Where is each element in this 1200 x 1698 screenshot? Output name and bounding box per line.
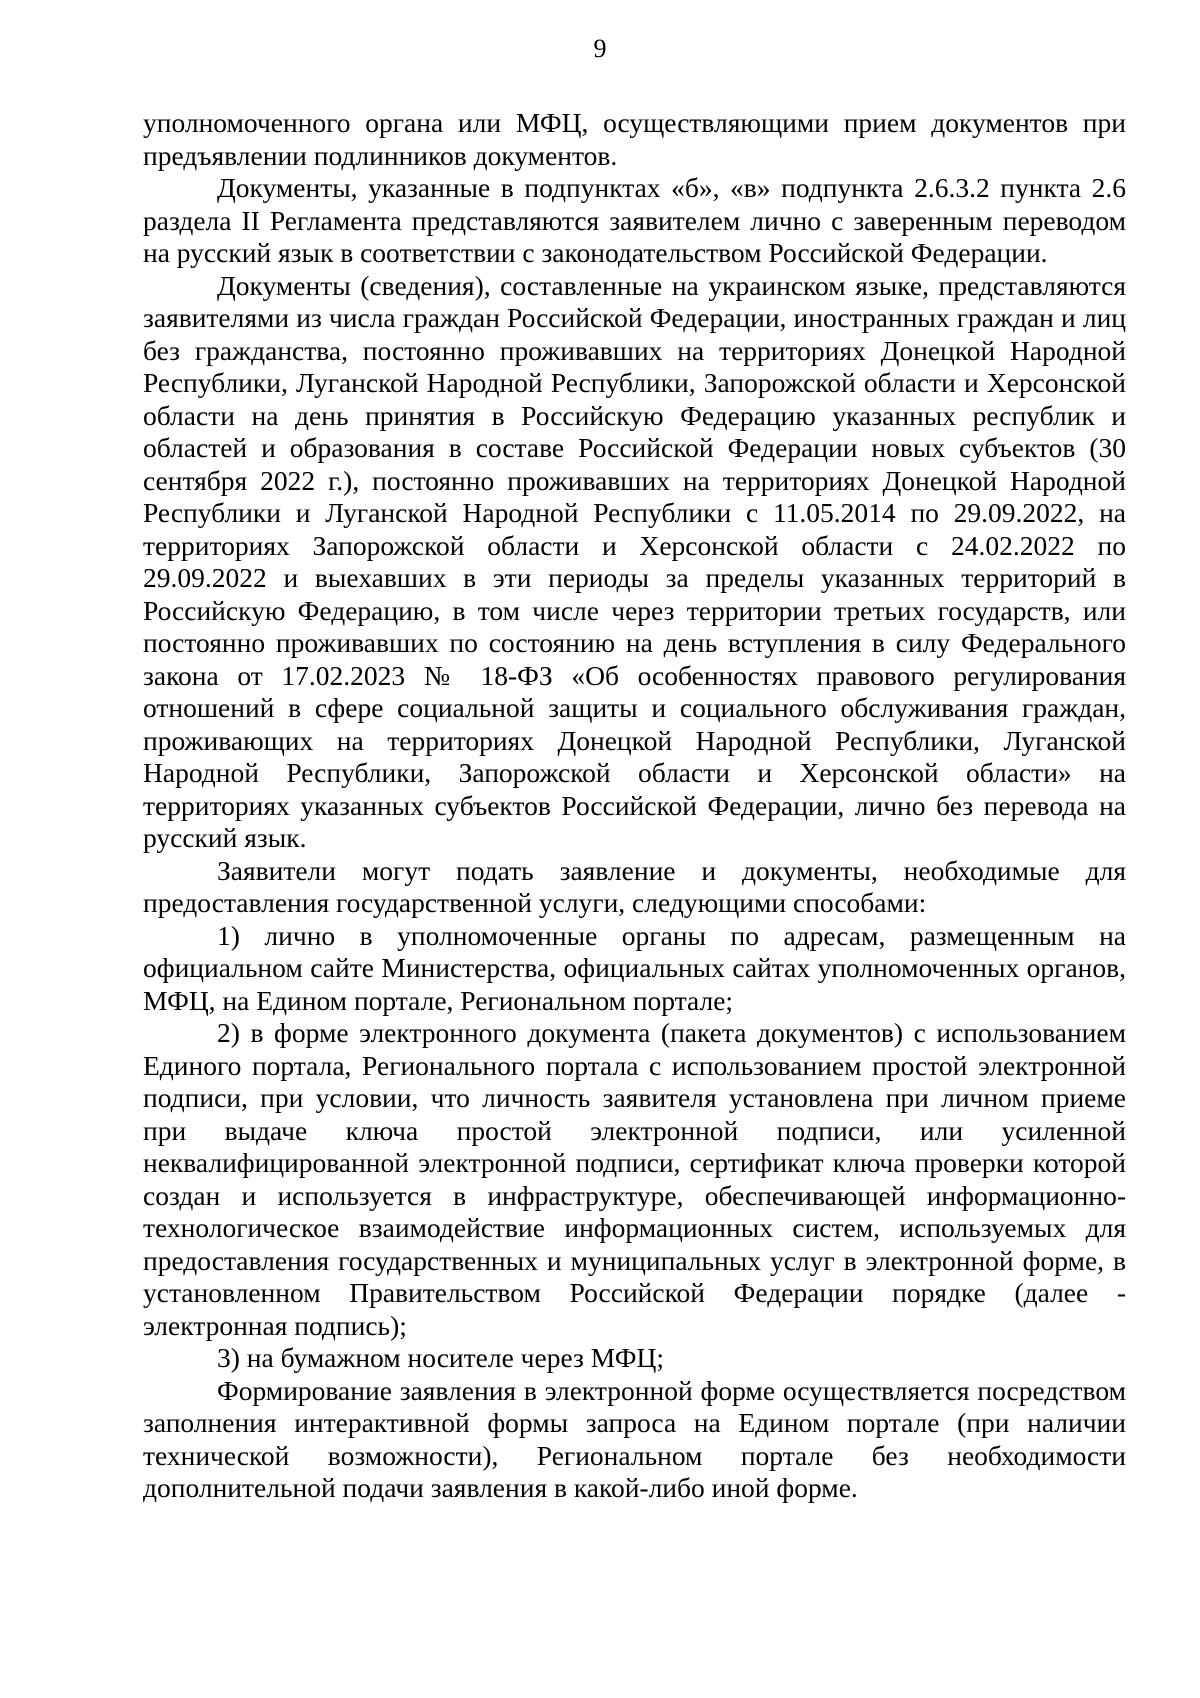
paragraph-translation-requirement: Документы, указанные в подпунктах «б», «в» подпункта 2.6.3.2 пункта 2.6 раздела II Регламента представляются заявителем лично с заверенным переводом на русский язык в соответствии с законодательством Российской Федерации. <box>143 172 1126 268</box>
paragraph-electronic-form: Формирование заявления в электронной форме осуществляется посредством заполнения интерактивной формы запроса на Едином портале (при наличии технической возможности), Региональном портале без необходимости дополнительной подачи заявления в какой-либо иной форме. <box>143 1374 1126 1503</box>
list-item-in-person: 1) лично в уполномоченные органы по адресам, размещенным на официальном сайте Министерства, официальных сайтах уполномоченных органов, МФЦ, на Едином портале, Региональном портале; <box>143 919 1126 1016</box>
document-body <box>143 107 1126 1505</box>
paragraph-continuation: уполномоченного органа или МФЦ, осуществляющими прием документов при предъявлении подлинников документов. <box>143 107 1126 171</box>
list-item-paper: 3) на бумажном носителе через МФЦ; <box>217 1342 665 1373</box>
paragraph-submission-methods-intro: Заявители могут подать заявление и документы, необходимые для предоставления государственной услуги, следующими способами: <box>143 854 1126 918</box>
page-number: 9 <box>593 34 607 63</box>
list-item-electronic: 2) в форме электронного документа (пакета документов) с использованием Единого портала, Регионального портала с использованием простой электронной подписи, при условии, что личность заявителя установлена при личном приеме при выдаче ключа простой электронной подписи, или усиленной неквалифицированной электронной подписи, сертификат ключа проверки которой создан и используется в инфраструктуре, обеспечивающей информационно-технологическое взаимодействие информационных систем, используемых для предоставления государственных и муниципальных услуг в электронной форме, в установленном Правительством Российской Федерации порядке (далее - электронная подпись); <box>143 1017 1126 1341</box>
paragraph-ukrainian-documents: Документы (сведения), составленные на украинском языке, представляются заявителями из числа граждан Российской Федерации, иностранных граждан и лиц без гражданства, постоянно проживавших на территориях Донецкой Народной Республики, Луганской Народной Республики, Запорожской области и Херсонской области на день принятия в Российскую Федерацию указанных республик и областей и образования в составе Российской Федерации новых субъектов (30 сентября 2022 г.), постоянно проживавших на территориях Донецкой Народной Республики и Луганской Народной Республики с 11.05.2014 по 29.09.2022, на территориях Запорожской области и Херсонской области с 24.02.2022 по 29.09.2022 и выехавших в эти периоды за пределы указанных территорий в Российскую Федерацию, в том числе через территории третьих государств, или постоянно проживавших по состоянию на день вступления в силу Федерального закона от 17.02.2023 № 18-ФЗ «Об особенностях правового регулирования отношений в сфере социальной защиты и социального обслуживания граждан, проживающих на территориях Донецкой Народной Республики, Луганской Народной Республики, Запорожской области и Херсонской области» на территориях указанных субъектов Российской Федерации, лично без перевода на русский язык. <box>143 269 1126 853</box>
